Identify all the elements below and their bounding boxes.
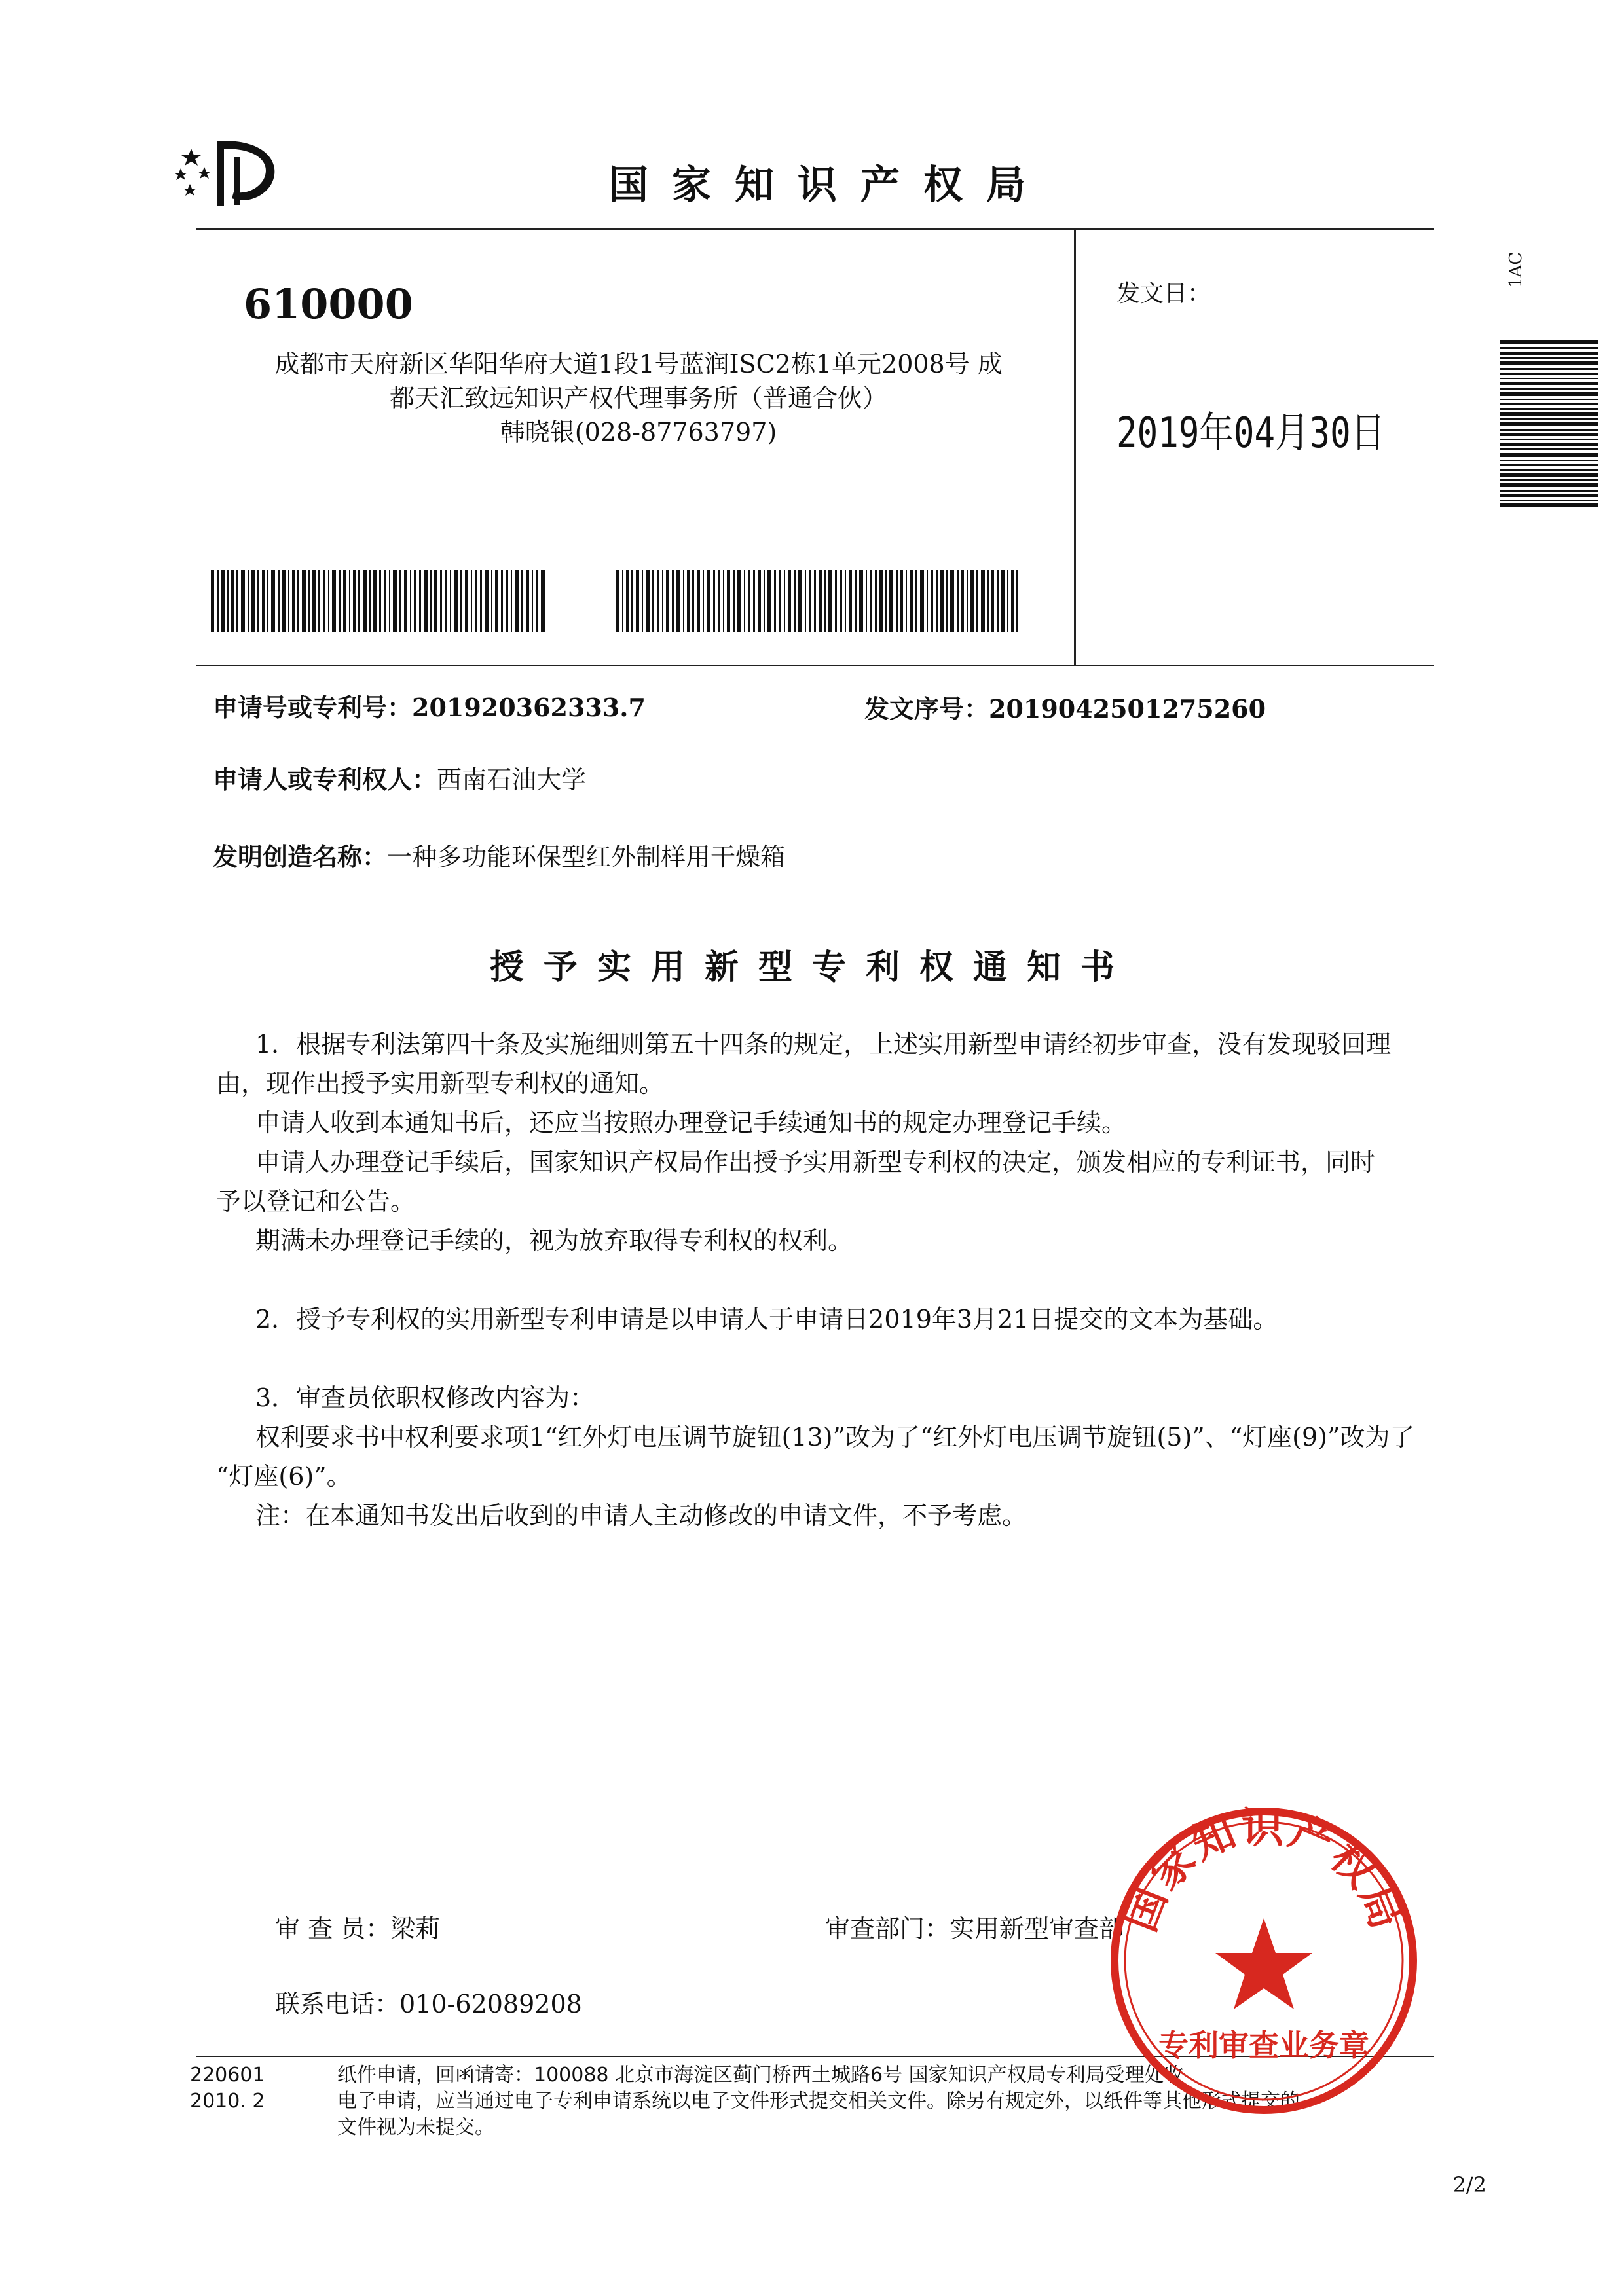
phone — [275, 1984, 582, 2020]
spacer — [216, 1260, 1447, 1300]
applicant-label: 申请人或专利权人： — [213, 765, 437, 794]
side-code: 1AC — [1506, 251, 1526, 288]
examiner — [275, 1908, 440, 1944]
department-name: 实用新型审查部 — [950, 1914, 1124, 1943]
application-number-label: 申请号或专利号： — [213, 693, 413, 722]
paragraph-3a-line-2: “灯座(6)”。 — [216, 1462, 352, 1491]
sipo-logo — [172, 128, 289, 213]
department-label: 审查部门： — [825, 1914, 950, 1943]
examiner-label: 审 查 员： — [275, 1914, 391, 1943]
side-barcode — [1500, 340, 1598, 507]
paragraph-1d: 期满未办理登记手续的，视为放弃取得专利权的权利。 — [255, 1226, 853, 1255]
postcode: 610000 — [244, 280, 413, 328]
seal-top-text: 国家知识产权局 — [1116, 1804, 1411, 1939]
seal-star-icon — [1215, 1918, 1312, 2009]
footer-line-1: 纸件申请，回函请寄：100088 北京市海淀区蓟门桥西土城路6号 国家知识产权局专利局受理处收 — [337, 2064, 1184, 2086]
form-code-date: 2010. 2 — [190, 2090, 265, 2113]
invention-label: 发明创造名称： — [213, 842, 388, 871]
barcode-right — [616, 570, 1018, 632]
application-number-field — [213, 687, 646, 723]
examiner-name: 梁莉 — [390, 1914, 441, 1943]
application-number-value: 201920362333.7 — [412, 693, 646, 722]
paragraph-1b: 申请人收到本通知书后，还应当按照办理登记手续通知书的规定办理登记手续。 — [255, 1108, 1127, 1137]
date-stamp: 2019年04月30日 — [1116, 409, 1386, 458]
paragraph-3a-line-1: 权利要求书中权利要求项1“红外灯电压调节旋钮(13)”改为了“红外灯电压调节旋钮(5)”、“灯座(9)”改为了 — [255, 1423, 1415, 1451]
serial-number-field — [864, 689, 1266, 725]
footer-line-3: 文件视为未提交。 — [337, 2116, 494, 2139]
svg-text:国家知识产权局 — [1116, 1804, 1411, 1938]
applicant-value: 西南石油大学 — [437, 765, 587, 794]
address-line-2: 都天汇致远知识产权代理事务所（普通合伙） — [389, 384, 887, 412]
paragraph-3: 3．审查员依职权修改内容为： — [255, 1383, 595, 1412]
phone-label: 联系电话： — [275, 1990, 400, 2018]
invention-value: 一种多功能环保型红外制样用干燥箱 — [387, 843, 786, 871]
address-line-1: 成都市天府新区华阳华府大道1段1号蓝润ISC2栋1单元2008号 成 — [274, 350, 1003, 378]
footer-line-2: 电子申请，应当通过电子专利申请系统以电子文件形式提交相关文件。除另有规定外，以纸件等其他形式提交的 — [337, 2090, 1300, 2113]
spacer — [216, 1339, 1447, 1378]
header-rule — [196, 228, 1434, 230]
paragraph-1c-line-1: 申请人办理登记手续后，国家知识产权局作出授予实用新型专利权的决定，颁发相应的专利证书，同时 — [255, 1148, 1376, 1176]
notice-title: 授予实用新型专利权通知书 — [489, 947, 1134, 987]
recipient-address — [219, 347, 1058, 449]
phone-value: 010-62089208 — [399, 1990, 582, 2018]
form-code — [190, 2062, 265, 2115]
address-line-3: 韩晓银(028-87763797) — [500, 418, 777, 446]
official-seal — [1107, 1804, 1421, 2118]
date-label: 发文日： — [1116, 280, 1211, 307]
notice-body — [216, 1025, 1447, 1535]
note: 注：在本通知书发出后收到的申请人主动修改的申请文件，不予考虑。 — [255, 1501, 1027, 1530]
seal-bottom-text: 专利审查业务章 — [1158, 2028, 1369, 2063]
form-code-number: 220601 — [190, 2064, 265, 2086]
paragraph-1-line-2: 由，现作出授予实用新型专利权的通知。 — [216, 1069, 665, 1098]
page-number: 2/2 — [1452, 2172, 1486, 2197]
header-bottom-rule — [196, 665, 1434, 666]
serial-number-value: 2019042501275260 — [989, 694, 1266, 723]
barcode-left — [211, 570, 545, 632]
invention-field — [213, 837, 785, 873]
office-title: 国家知识产权局 — [609, 162, 1049, 208]
serial-number-label: 发文序号： — [864, 694, 989, 723]
paragraph-1-line-1: 1．根据专利法第四十条及实施细则第五十四条的规定，上述实用新型申请经初步审查，没有发现驳回理 — [255, 1030, 1392, 1059]
paragraph-2: 2．授予专利权的实用新型专利申请是以申请人于申请日2019年3月21日提交的文本为基础。 — [255, 1305, 1278, 1334]
header-divider — [1074, 228, 1076, 666]
department — [825, 1908, 1124, 1944]
applicant-field — [213, 759, 586, 795]
paragraph-1c-line-2: 予以登记和公告。 — [216, 1187, 416, 1216]
